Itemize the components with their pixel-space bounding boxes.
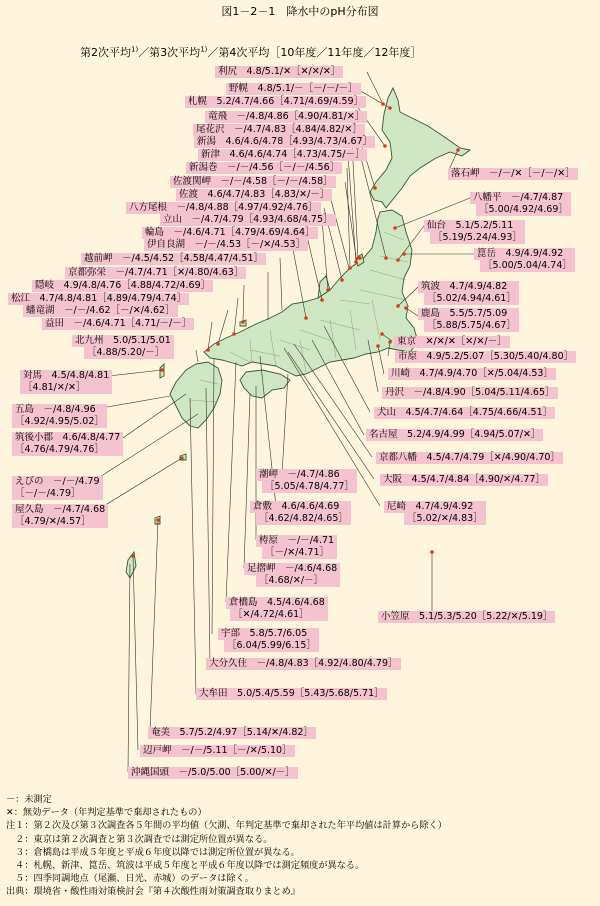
label-kurahashijima [226,597,328,621]
label-kurahashijima-text-1: 倉橋島 4.5/4.6/4.68 [226,597,328,609]
label-osaka-text: 大阪 4.5/4.7/4.84［4.90/✕/4.77］ [380,474,548,486]
label-hachimantai [470,192,571,216]
label-ogasawara-text: 小笠原 5.1/5.3/5.20［5.22/✕/5.19］ [378,611,555,623]
station-dot-niitsu [354,260,358,264]
label-shionomisaki [256,469,357,493]
notes-block [6,793,447,899]
leader-niigata-maki [347,168,350,268]
label-niigata-text: 新潟 4.6/4.6/4.78［4.93/4.73/4.67］ [194,136,375,148]
label-amami [148,727,316,739]
label-yusuhara-text-2: ［－/✕/4.71］ [262,547,337,559]
label-banryuko [23,305,178,317]
label-ashizuri-text-1: 足摺岬 －/4.6/4.68 [244,563,340,575]
label-niigata-maki [186,162,342,174]
label-wajima-text: 輪島 －/4.6/4.71［4.79/4.69/4.64］ [142,227,318,239]
station-dot-rishiri [381,102,385,106]
label-yakushima-text-1: 屋久島 －/4.7/4.68 [12,504,108,516]
label-goto-text-2: ［4.92/4.95/5.02］ [12,416,107,428]
label-niigata-maki-text: 新潟巻 －/－/4.56［－/－/4.56］ [186,162,342,174]
label-ube-text-2: ［6.04/5.99/6.15］ [224,640,319,652]
label-kurashiki-text-1: 倉敷 4.6/4.6/4.69 [250,501,351,513]
leader-echizen [280,258,282,310]
subtitle-part2: ／第3次平均 [138,46,201,59]
label-niitsu [198,149,367,161]
label-omuta [196,688,387,700]
label-inuyama [374,407,555,419]
leader-tsushima [108,370,162,376]
label-sado-seki-text: 佐渡関岬 －/－/4.58［－/－/4.58］ [170,176,336,188]
label-osaka [380,474,548,486]
label-hachimantai-text-2: ［5.00/4.92/4.69］ [476,204,571,216]
station-dot-sado [358,256,362,260]
label-tsushima [20,370,112,394]
station-dot-ichihara [388,340,392,344]
label-sado-text: 佐渡 4.6/4.7/4.83［4.83/✕/－］ [176,189,332,201]
label-nonodake-text-1: 箟岳 4.9/4.9/4.92 [474,248,575,260]
label-tsushima-text-2: ［4.81/✕/✕］ [20,382,112,394]
leader-matsue [234,298,238,334]
label-tsushima-text-1: 対馬 4.5/4.8/4.81 [20,370,112,382]
label-ebino [12,476,103,500]
label-ochiishi-text: 落石岬 －/－/✕［－/－/✕］ [448,168,578,180]
subtitle-sup1: 1) [131,45,139,54]
label-kurashiki [250,501,351,525]
leader-wajima [306,232,322,300]
note-line: 出典：環境省・酸性雨対策検討会『第４次酸性雨対策調査取りまとめ』 [6,886,300,898]
leader-kitakyushu [196,350,198,362]
label-sendai-text-1: 仙台 5.1/5.2/5.11 [424,220,525,232]
label-yakushima [12,504,108,528]
label-yusuhara-text-1: 梼原 －/－/4.71 [256,535,337,547]
label-oita-kuju [206,658,401,670]
label-matsue [8,293,189,305]
station-dot-hedo [131,554,135,558]
label-kawasaki-text: 川崎 4.7/4.9/4.70［✕/5.04/4.53］ [388,368,556,380]
leader-oita-kuju [206,388,210,664]
label-kawasaki [388,368,556,380]
label-tanzawa [382,387,558,399]
leader-ashizuri [244,394,250,568]
station-dot-amami [156,518,160,522]
label-kashima [418,308,519,332]
label-hedo-text: 辺戸岬 －/－/5.11［－/✕/5.10］ [140,745,295,757]
label-niigata [194,136,375,148]
figure-title: 図1－2－1 降水中のpH分布図 [221,5,379,18]
station-dot-matsue [232,332,236,336]
label-ube-text-1: 宇部 5.8/5.7/6.05 [218,628,319,640]
label-ashizuri [244,563,340,587]
label-wajima [142,227,318,239]
station-dot-tsushima [160,368,164,372]
label-tokyo [394,336,510,348]
label-tateyama [160,214,336,226]
label-kashima-text-2: ［5.88/5.75/4.67］ [424,320,519,332]
label-kitakyushu [72,335,174,359]
label-kyoto-yawata [376,452,563,464]
label-happo [126,202,321,214]
label-ogasawara [378,611,555,623]
leader-chikugo [120,394,186,440]
label-matsue-text: 松江 4.7/4.8/4.81［4.89/4.79/4.74］ [8,293,189,305]
label-obanazawa [193,124,365,136]
leader-sado [330,196,349,268]
note-line: ３：倉橋島は平成５年度と平成６年度以降では測定所位置が異なる。 [6,846,300,858]
label-tanzawa-text: 丹沢 －/4.8/4.90［5.04/5.11/4.65］ [382,387,558,399]
note-line: ４：札幌、新津、箟岳、筑波は平成５年度と平成６年度以降では測定頻度が異なる。 [6,860,365,872]
station-dot-ogasawara [430,550,434,554]
label-yusuhara [256,535,337,559]
subtitle-part1: 第2次平均 [80,46,131,59]
label-tappi [205,111,367,123]
leader-hedo [133,556,138,750]
station-dot-sendai [396,258,400,262]
label-echizen-text: 越前岬 －/4.5/4.52［4.58/4.47/4.51］ [81,253,266,265]
shikoku-island [240,370,290,398]
label-ebino-text-1: えびの －/－/4.79 [12,476,103,488]
label-oki-text: 隠岐 4.9/4.8/4.76［4.88/4.72/4.69］ [32,280,213,292]
station-dot-hachimantai [393,226,397,230]
label-ichihara [395,351,576,363]
label-sendai [424,220,525,244]
label-tateyama-text: 立山 －/4.7/4.79［4.93/4.68/4.75］ [160,214,336,226]
label-rishiri-text: 利尻 4.8/5.1/✕［✕/✕/✕］ [215,66,343,78]
label-tsukuba-text-1: 筑波 4.7/4.9/4.82 [418,281,519,293]
label-yakushima-text-2: ［4.79/✕/4.57］ [12,516,108,528]
label-chikugo [12,432,123,456]
label-masuda [42,318,194,330]
station-dot-banryuko [216,342,220,346]
station-dot-happo [340,278,344,282]
label-nagoya [366,429,543,441]
label-tsukuba-text-2: ［5.02/4.94/4.61］ [424,293,519,305]
label-okinawa-kunigami [128,767,298,779]
label-nonodake [474,248,575,272]
label-rishiri [215,66,343,78]
label-niitsu-text: 新津 4.6/4.6/4.74［4.73/4.75/－］ [198,149,367,161]
label-kurahashijima-text-2: ［✕/4.72/4.61］ [230,609,328,621]
label-amami-text: 奄美 5.7/5.2/4.97［5.14/✕/4.82］ [148,727,316,739]
station-dot-tappi [373,186,377,190]
label-amagasaki-text-2: ［5.02/✕/4.83］ [404,513,486,525]
label-inuyama-text: 犬山 4.5/4.7/4.64［4.75/4.66/4.51］ [374,407,555,419]
label-sapporo [185,96,366,108]
leader-kashima [406,308,418,316]
station-dot-tsukuba [396,304,400,308]
label-tsukuba [418,281,519,305]
label-nopporo-text: 野幌 4.8/5.1/－［－/－/－］ [226,83,361,95]
station-dot-nonodake [402,252,406,256]
label-shionomisaki-text-1: 潮岬 －/4.7/4.86 [256,469,357,481]
label-echizen [81,253,266,265]
label-kitakyushu-text-2: ［4.88/5.20/－］ [84,347,174,359]
label-chikugo-text-2: ［4.76/4.79/4.76］ [12,444,123,456]
label-amagasaki-text-1: 尼崎 4.7/4.9/4.92 [384,501,486,513]
label-kitakyushu-text-1: 北九州 5.0/5.1/5.01 [72,335,174,347]
station-dot-kashima [404,306,408,310]
label-shionomisaki-text-2: ［5.05/4.78/4.77］ [262,481,357,493]
label-oki [32,280,213,292]
label-hachimantai-text-1: 八幡平 －/4.7/4.87 [470,192,571,204]
label-hedo [140,745,295,757]
note-line: ５：四季同調地点（尾瀬、日光、赤城）のデータは除く。 [6,873,254,885]
leader-omuta [190,398,196,694]
label-masuda-text: 益田 －/4.6/4.71［4.71/－/－］ [42,318,194,330]
note-line: ✕：無効データ（年判定基準で棄却されたもの） [6,807,207,819]
label-kyoto-iyasaka [65,267,246,279]
label-chikugo-text-1: 筑後小郡 4.6/4.8/4.77 [12,432,123,444]
leader-osaka [288,352,374,479]
label-oita-kuju-text: 大分久住 －/4.8/4.83［4.92/4.80/4.79］ [206,658,401,670]
station-dot-masuda [206,348,210,352]
label-happo-text: 八方尾根 －/4.8/4.88［4.97/4.92/4.76］ [126,202,321,214]
station-dot-ochiishi [456,148,460,152]
station-dot-obanazawa [384,256,388,260]
leader-amami [150,520,158,732]
station-dot-kawasaki [376,344,380,348]
station-dot-nopporo [388,106,392,110]
station-dot-wajima [320,298,324,302]
label-tappi-text: 竜飛 －/4.8/4.86［4.90/4.81/✕］ [205,111,367,123]
label-kurashiki-text-2: ［4.62/4.82/4.65］ [256,513,351,525]
label-tokyo-text: 東京 ✕/✕/✕［✕/✕/－］ [394,336,510,348]
label-ebino-text-2: ［－/－/4.79］ [12,488,103,500]
leader-okinawa-kunigami [128,564,130,772]
label-nonodake-text-2: ［5.00/5.04/4.74］ [480,260,575,272]
note-line: －：未測定 [6,794,52,805]
label-okinawa-kunigami-text: 沖縄国頭 －/5.0/5.00［5.00/✕/－］ [128,767,298,779]
note-line: 注１：第２次及び第３次調査各５年間の平均値（欠測、年判定基準で棄却された年平均値は計算から除く） [6,820,447,832]
label-sado [176,189,332,201]
label-sado-seki [170,176,336,188]
subtitle-part3: ／第4次平均［10年度／11年度／12年度］ [207,46,422,59]
label-ashizuri-text-2: ［4.68/✕/－］ [256,575,340,587]
station-dot-sapporo [383,144,387,148]
label-omuta-text: 大牟田 5.0/5.4/5.59［5.43/5.68/5.71］ [196,688,387,700]
station-dot-tokyo [380,332,384,336]
leader-kurahashijima [226,362,236,602]
label-sendai-text-2: ［5.19/5.24/4.93］ [430,232,525,244]
hokkaido-island [370,88,470,208]
note-line: ２：東京は第２次調査と第３次調査では測定所位置が異なる。 [6,833,273,845]
label-ube [218,628,319,652]
label-ichihara-text: 市原 4.9/5.2/5.07［5.30/5.40/4.80］ [395,351,576,363]
label-goto [12,404,107,428]
label-ochiishi [448,168,578,180]
label-ijira-text: 伊自良湖 －/－/4.53［－/✕/4.53］ [144,239,308,251]
label-nagoya-text: 名古屋 5.2/4.9/4.99［4.94/5.07/✕］ [366,429,543,441]
label-kyoto-iyasaka-text: 京都弥栄 －/4.7/4.71［✕/4.80/4.63］ [65,267,246,279]
label-goto-text-1: 五島 －/4.8/4.96 [12,404,107,416]
kyushu-island [170,362,222,428]
station-dot-ijira [304,316,308,320]
label-obanazawa-text: 尾花沢 －/4.7/4.83［4.84/4.82/✕］ [193,124,365,136]
label-nopporo [226,83,361,95]
leader-shionomisaki [282,374,288,474]
leader-oki [243,285,244,322]
station-dot-tateyama [326,288,330,292]
label-banryuko-text: 蟠竜湖 －/－/4.62［－/✕/4.62］ [23,305,178,317]
label-kyoto-yawata-text: 京都八幡 4.5/4.7/4.79［✕/4.90/4.70］ [376,452,563,464]
label-sapporo-text: 札幌 5.2/4.7/4.66［4.71/4.69/4.59］ [185,96,366,108]
subtitle-sup2: 1) [200,45,208,54]
station-dot-yakushima [180,456,184,460]
label-ijira [144,239,308,251]
label-kashima-text-1: 鹿島 5.5/5.7/5.09 [418,308,519,320]
station-dot-niigata-maki [348,266,352,270]
station-dot-oki [241,320,245,324]
label-amagasaki [384,501,486,525]
